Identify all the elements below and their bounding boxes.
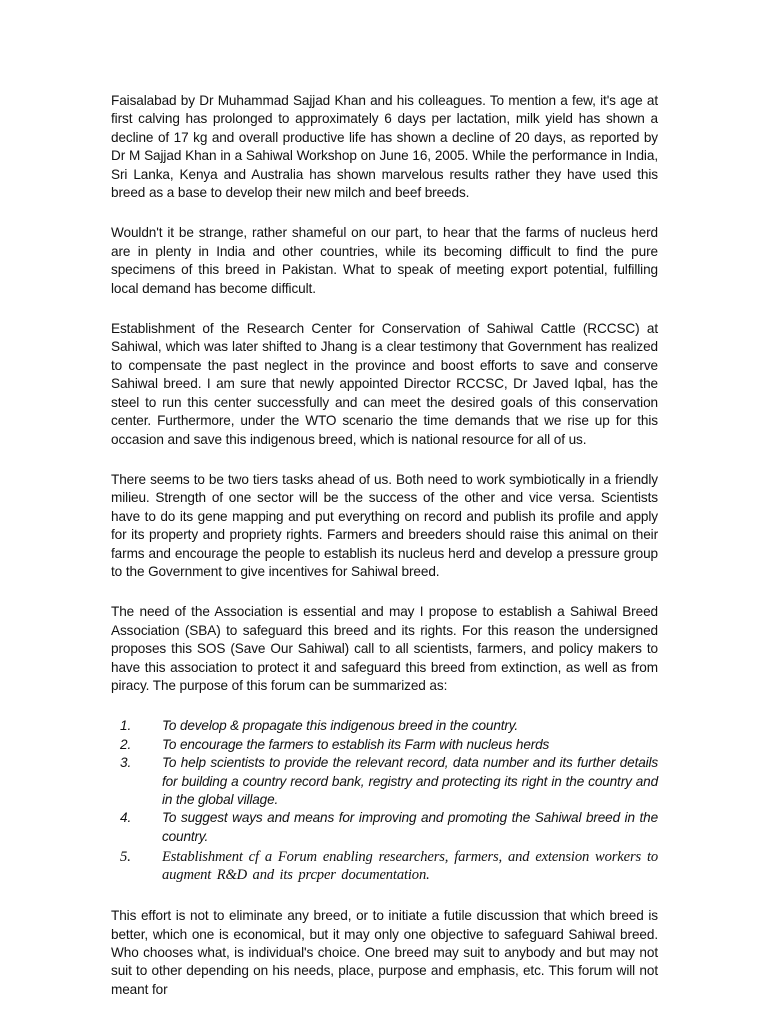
list-item [111, 848, 658, 884]
list-text: Establishment cf a Forum enabling researchers, farmers, and extension workers to augment R&D and its prcper documentation. [162, 849, 658, 884]
paragraph-two-tiers: There seems to be two tiers tasks ahead of us. Both need to work symbiotically in a friendly milieu. Strength of one sector will be the success of the other and vice versa. Scientists have to do its gene mapping and put everything on record and publish its profile and apply for its property and propriety rights. Farmers and breeders should raise this animal on their farms and encourage the people to establish its nucleus herd and develop a pressure group to the Government to give incentives for Sahiwal breed. [111, 471, 658, 579]
document-page [111, 92, 658, 1021]
paragraph-effort: This effort is not to eliminate any breed, or to initiate a futile discussion that which breed is better, which one is economical, but it may only one objective to safeguard Sahiwal breed. Who chooses what, is individual's choice. One breed may suit to anybody and but may not suit to other depending on his needs, place, purpose and emphasis, etc. This forum will not meant for [111, 908, 658, 997]
list-item [111, 809, 658, 846]
paragraph-faisalabad-report: Faisalabad by Dr Muhammad Sajjad Khan and his colleagues. To mention a few, it's age at first calving has prolonged to approximately 6 days per lactation, milk yield has shown a decline of 17 kg and overall productive life has shown a decline of 20 days, as reported by Dr M Sajjad Khan in a Sahiwal Workshop on June 16, 2005. While the performance in India, Sri Lanka, Kenya and Australia has shown marvelous results rather they have used this breed as a base to develop their new milch and beef breeds. [111, 93, 658, 201]
list-number: 2. [120, 736, 132, 752]
list-text: To encourage the farmers to establish its Farm with nucleus herds [162, 736, 550, 752]
paragraph-nucleus-herd: Wouldn't it be strange, rather shameful on our part, to hear that the farms of nucleus herd are in plenty in India and other countries, while its becoming difficult to find the pure specimens of this breed in Pakistan. What to speak of meeting export potential, fulfilling local demand has become difficult. [111, 225, 658, 296]
list-number: 4. [120, 810, 132, 826]
paragraph-rccsc: Establishment of the Research Center for Conservation of Sahiwal Cattle (RCCSC) at Sahiwal, which was later shifted to Jhang is a clear testimony that Government has realized to compensate the past neglect in the province and boost efforts to save and conserve Sahiwal breed. I am sure that newly appointed Director RCCSC, Dr Javed Iqbal, has the steel to run this center successfully and can meet the desired goals of this conservation center. Furthermore, under the WTO scenario the time demands that we rise up for this occasion and save this indigenous breed, which is national resource for all of us. [111, 321, 658, 447]
list-text: To suggest ways and means for improving and promoting the Sahiwal breed in the country. [162, 810, 658, 844]
purpose-list [111, 717, 658, 884]
list-number: 3. [120, 755, 132, 771]
list-item [111, 736, 658, 754]
list-text: To help scientists to provide the relevant record, data number and its further details for building a country record bank, registry and protecting its right in the country and in the global village. [162, 755, 658, 807]
list-number: 1. [120, 718, 132, 734]
list-number: 5. [120, 849, 131, 866]
list-text: To develop & propagate this indigenous breed in the country. [162, 718, 519, 734]
list-item [111, 717, 658, 735]
list-item [111, 754, 658, 809]
paragraph-association: The need of the Association is essential and may I propose to establish a Sahiwal Breed Association (SBA) to safeguard this breed and its rights. For this reason the undersigned proposes this SOS (Save Our Sahiwal) call to all scientists, farmers, and policy makers to have this association to protect it and safeguard this breed from extinction, as well as from piracy. The purpose of this forum can be summarized as: [111, 604, 658, 693]
